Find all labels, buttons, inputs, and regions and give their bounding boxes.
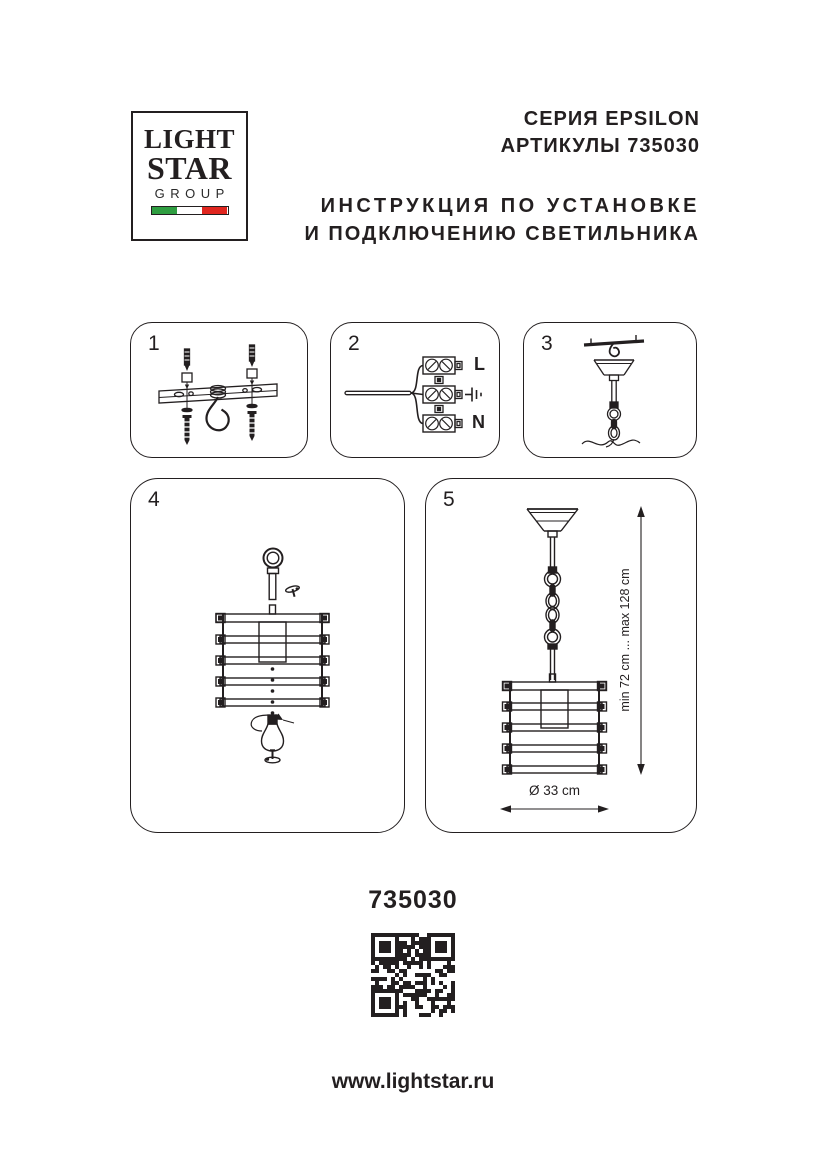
instruction-line-2: И ПОДКЛЮЧЕНИЮ СВЕТИЛЬНИКА bbox=[304, 223, 700, 245]
instruction-line-1: ИНСТРУКЦИЯ ПО УСТАНОВКЕ bbox=[320, 195, 700, 217]
step-number-2: 2 bbox=[348, 332, 360, 355]
bracket-hook-diagram bbox=[131, 323, 309, 459]
earth-ground-icon bbox=[465, 388, 481, 402]
article-number: 735030 bbox=[368, 886, 458, 914]
website-url: www.lightstar.ru bbox=[331, 1070, 495, 1093]
diameter-dimension-label: Ø 33 cm bbox=[528, 783, 580, 798]
logo-word-star: STAR bbox=[147, 150, 232, 186]
qr-code bbox=[371, 933, 455, 1017]
label-live: L bbox=[474, 354, 485, 374]
logo-word-light: LIGHT bbox=[143, 124, 236, 154]
header-instruction-block bbox=[304, 192, 700, 248]
logo-word-group: GROUP bbox=[154, 186, 230, 201]
flag-red bbox=[202, 207, 227, 214]
italian-flag-bar bbox=[151, 206, 229, 215]
step-number-4: 4 bbox=[148, 488, 160, 511]
terminal-block-diagram bbox=[331, 323, 501, 459]
lightstar-logo bbox=[131, 111, 248, 241]
articles-title: АРТИКУЛЫ 735030 bbox=[500, 135, 700, 157]
step-panel-1 bbox=[130, 322, 308, 458]
step-number-3: 3 bbox=[541, 332, 553, 355]
label-neutral: N bbox=[472, 412, 485, 432]
flag-white bbox=[177, 207, 202, 214]
series-title: СЕРИЯ EPSILON bbox=[523, 108, 700, 130]
flag-green bbox=[152, 207, 177, 214]
step-panel-4 bbox=[130, 478, 405, 833]
height-dimension-label: min 72 cm ... max 128 cm bbox=[618, 568, 632, 712]
step-panel-2 bbox=[330, 322, 500, 458]
header-series-block bbox=[501, 106, 700, 160]
step-number-5: 5 bbox=[443, 488, 455, 511]
step-panel-5 bbox=[425, 478, 697, 833]
finial-icon-upper bbox=[285, 585, 301, 599]
step-number-1: 1 bbox=[148, 332, 160, 355]
finial-icon-lower bbox=[265, 750, 280, 763]
hang-on-hook-diagram bbox=[524, 323, 698, 459]
assembled-pendant-diagram bbox=[426, 479, 698, 834]
shade-assembly-diagram bbox=[131, 479, 406, 834]
step-panel-3 bbox=[523, 322, 697, 458]
